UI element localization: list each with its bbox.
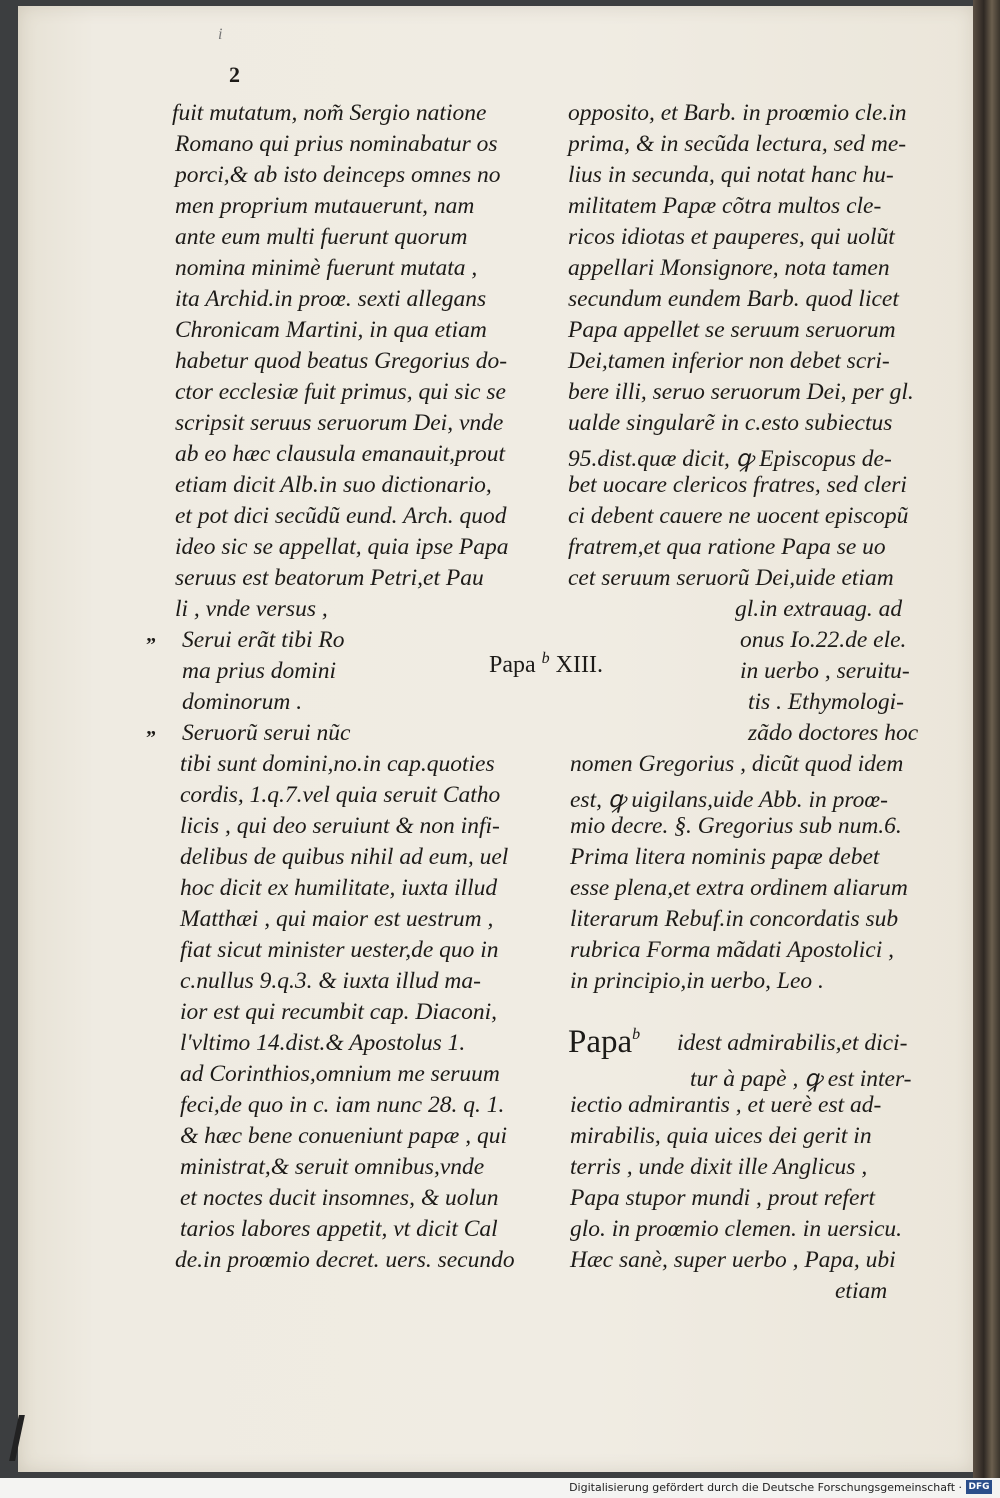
text-line: militatem Papæ cõtra multos cle- bbox=[568, 193, 882, 219]
text-line: Prima litera nominis papæ debet bbox=[570, 844, 880, 870]
verse-line: Seruorũ serui nũc bbox=[182, 720, 351, 746]
text-line: nomina minimè fuerunt mutata , bbox=[175, 255, 478, 281]
text-line: Chronicam Martini, in qua etiam bbox=[175, 317, 487, 343]
text-line: c.nullus 9.q.3. & iuxta illud ma- bbox=[180, 968, 481, 994]
text-line: ideo sic se appellat, quia ipse Papa bbox=[175, 534, 509, 560]
text-line: mio decre. §. Gregorius sub num.6. bbox=[570, 813, 902, 839]
text-line: fratrem,et qua ratione Papa se uo bbox=[568, 534, 886, 560]
text-line: nomen Gregorius , dicũt quod idem bbox=[570, 751, 904, 777]
text-line: Matthæi , qui maior est uestrum , bbox=[180, 906, 494, 932]
text-line: fiat sicut minister uester,de quo in bbox=[180, 937, 499, 963]
text-line: porci,& ab isto deinceps omnes no bbox=[175, 162, 501, 188]
text-line: Papa stupor mundi , prout refert bbox=[570, 1185, 876, 1211]
text-line: hoc dicit ex humilitate, iuxta illud bbox=[180, 875, 498, 901]
text-line: scripsit seruus seruorum Dei, vnde bbox=[175, 410, 504, 436]
text-line: bet uocare clericos fratres, sed cleri bbox=[568, 472, 907, 498]
text-line: in uerbo , seruitu- bbox=[740, 658, 910, 684]
text-line: cet seruum seruorũ Dei,uide etiam bbox=[568, 565, 894, 591]
text-line: ricos idiotas et pauperes, qui uolũt bbox=[568, 224, 895, 250]
text-line: appellari Monsignore, nota tamen bbox=[568, 255, 890, 281]
text-line: zãdo doctores hoc bbox=[748, 720, 919, 746]
text-line: l'vltimo 14.dist.& Apostolus 1. bbox=[180, 1030, 466, 1056]
text-line: ante eum multi fuerunt quorum bbox=[175, 224, 468, 250]
text-line: ita Archid.in proœ. sexti allegans bbox=[175, 286, 487, 312]
verse-line: Serui erãt tibi Ro bbox=[182, 627, 345, 653]
text-line: ctor ecclesiæ fuit primus, qui sic se bbox=[175, 379, 506, 405]
text-line: seruus est beatorum Petri,et Pau bbox=[175, 565, 484, 591]
text-line: licis , qui deo seruiunt & non infi- bbox=[180, 813, 500, 839]
text-line: secundum eundem Barb. quod licet bbox=[568, 286, 899, 312]
text-line: delibus de quibus nihil ad eum, uel bbox=[180, 844, 509, 870]
text-line: et pot dici secũdũ eund. Arch. quod bbox=[175, 503, 507, 529]
text-line: in principio,in uerbo, Leo . bbox=[570, 968, 824, 994]
text-line: Dei,tamen inferior non debet scri- bbox=[568, 348, 890, 374]
text-line: tarios labores appetit, vt dicit Cal bbox=[180, 1216, 498, 1242]
text-line: onus Io.22.de ele. bbox=[740, 627, 907, 653]
footer-bar bbox=[0, 1478, 1000, 1498]
text-line: mirabilis, quia uices dei gerit in bbox=[570, 1123, 872, 1149]
heading-note: b bbox=[541, 650, 550, 667]
text-line: ior est qui recumbit cap. Diaconi, bbox=[180, 999, 497, 1025]
text-line: tur à papè , ꝙ est inter- bbox=[690, 1066, 912, 1092]
text-line: opposito, et Barb. in proœmio cle.in bbox=[568, 100, 907, 126]
text-line: cordis, 1.q.7.vel quia seruit Catho bbox=[180, 782, 501, 808]
text-line: ci debent cauere ne uocent episcopũ bbox=[568, 503, 909, 529]
text-line: habetur quod beatus Gregorius do- bbox=[175, 348, 508, 374]
verse-line: ma prius domini bbox=[182, 658, 337, 684]
text-line: Hæc sanè, super uerbo , Papa, ubi bbox=[570, 1247, 896, 1273]
text-line: iectio admirantis , et uerè est ad- bbox=[570, 1092, 882, 1118]
text-line: literarum Rebuf.in concordatis sub bbox=[570, 906, 899, 932]
text-line: de.in proœmio decret. uers. secundo bbox=[175, 1247, 515, 1273]
heading-numeral: XIII. bbox=[555, 652, 603, 678]
text-line: tis . Ethymologi- bbox=[748, 689, 904, 715]
page-number: 2 bbox=[229, 62, 240, 87]
text-line: Romano qui prius nominabatur os bbox=[175, 131, 498, 157]
top-margin-mark: i bbox=[218, 26, 223, 43]
text-line: ad Corinthios,omnium me seruum bbox=[180, 1061, 500, 1087]
text-line: lius in secunda, qui notat hanc hu- bbox=[568, 162, 894, 188]
dfg-logo: DFG bbox=[966, 1480, 992, 1494]
text-line: rubrica Forma mãdati Apostolici , bbox=[570, 937, 894, 963]
text-line: est, ꝙ uigilans,uide Abb. in proœ- bbox=[570, 787, 888, 813]
text-line: Papa appellet se seruum seruorum bbox=[568, 317, 896, 343]
text-line: tibi sunt domini,no.in cap.quoties bbox=[180, 751, 495, 777]
text-line: idest admirabilis,et dici- bbox=[677, 1030, 908, 1056]
catchword: etiam bbox=[835, 1278, 888, 1304]
text-line: bere illi, seruo seruorum Dei, per gl. bbox=[568, 379, 914, 405]
entry-heading-word: Papa bbox=[568, 1024, 633, 1060]
section-heading bbox=[489, 650, 603, 679]
text-line: ualde singularẽ in c.esto subiectus bbox=[568, 410, 893, 436]
verse-line: dominorum . bbox=[182, 689, 303, 715]
footer-credit: Digitalisierung gefördert durch die Deutsche Forschungsgemeinschaft · bbox=[569, 1481, 962, 1494]
text-line: gl.in extrauag. ad bbox=[735, 596, 903, 622]
book-spine-edge bbox=[973, 0, 1000, 1478]
text-line: ministrat,& seruit omnibus,vnde bbox=[180, 1154, 485, 1180]
quote-mark: ” bbox=[146, 634, 156, 656]
text-line: ab eo hæc clausula emanauit,prout bbox=[175, 441, 506, 467]
text-line: & hæc bene conueniunt papæ , qui bbox=[180, 1123, 507, 1149]
text-line: fuit mutatum, nom̃ Sergio natione bbox=[172, 100, 487, 126]
text-line: feci,de quo in c. iam nunc 28. q. 1. bbox=[180, 1092, 505, 1118]
heading-word: Papa bbox=[489, 652, 536, 678]
quote-mark: ” bbox=[146, 727, 156, 749]
entry-heading bbox=[568, 1024, 640, 1061]
text-line: esse plena,et extra ordinem aliarum bbox=[570, 875, 908, 901]
text-line: 95.dist.quæ dicit, ꝙ Episcopus de- bbox=[568, 446, 892, 472]
text-line: et noctes ducit insomnes, & uolun bbox=[180, 1185, 499, 1211]
text-line: etiam dicit Alb.in suo dictionario, bbox=[175, 472, 492, 498]
text-line: li , vnde versus , bbox=[175, 596, 328, 622]
text-line: glo. in proœmio clemen. in uersicu. bbox=[570, 1216, 903, 1242]
text-line: terris , unde dixit ille Anglicus , bbox=[570, 1154, 868, 1180]
text-line: men proprium mutauerunt, nam bbox=[175, 193, 475, 219]
entry-heading-note: b bbox=[632, 1026, 641, 1043]
text-line: prima, & in secũda lectura, sed me- bbox=[568, 131, 907, 157]
